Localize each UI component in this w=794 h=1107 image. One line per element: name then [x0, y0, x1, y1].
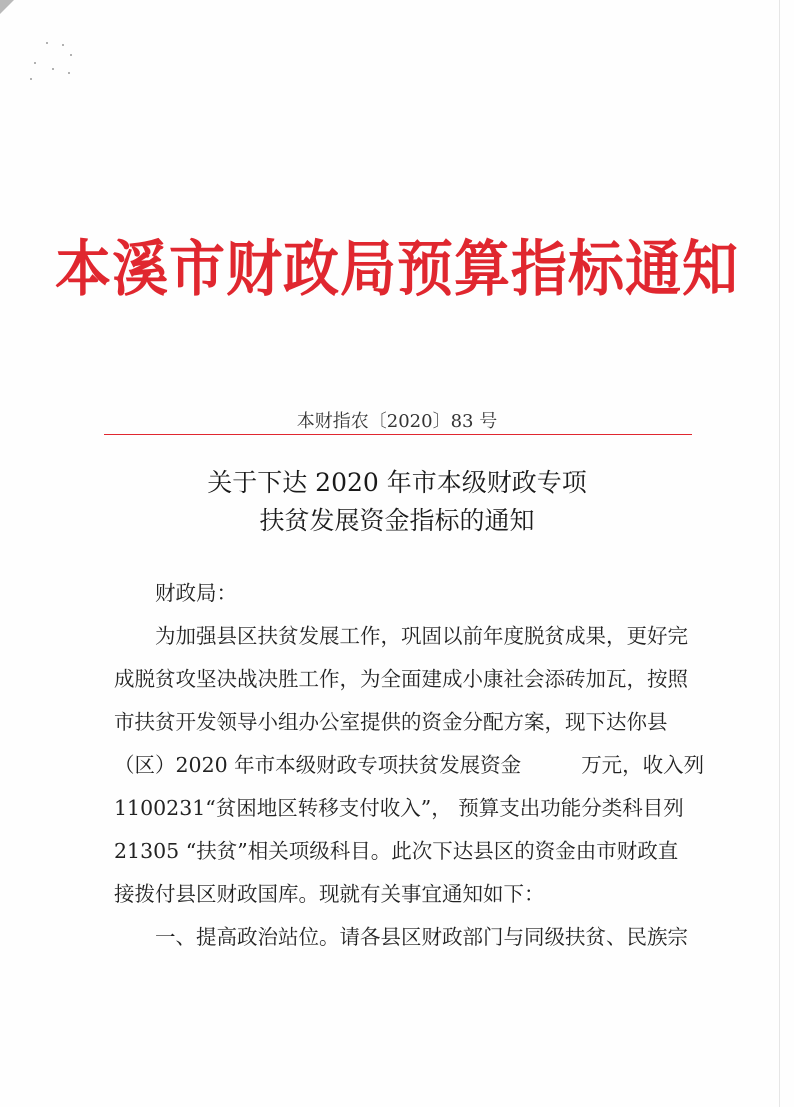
body-line: 1100231“贫困地区转移支付收入”， 预算支出功能分类科目列 — [114, 796, 684, 820]
red-divider — [104, 434, 692, 435]
body-line: 市扶贫开发领导小组办公室提供的资金分配方案，现下达你县 — [114, 710, 668, 734]
body-line: 成脱贫攻坚决战决胜工作，为全面建成小康社会添砖加瓦，按照 — [114, 667, 688, 691]
body-line — [114, 744, 704, 787]
document-number: 本财指农〔2020〕83 号 — [296, 411, 498, 432]
title-line-1: 关于下达 2020 年市本级财政专项 — [207, 468, 587, 497]
document-title — [0, 464, 794, 540]
body-line: 为加强县区扶贫发展工作，巩固以前年度脱贫成果，更好完 — [155, 624, 688, 648]
salutation: 财政局： — [155, 581, 237, 605]
body-line: 接拨付县区财政国库。现就有关事宜通知如下： — [114, 882, 545, 906]
body-line-part: 万元，收入列 — [581, 753, 705, 777]
document-masthead: 本溪市财政局预算指标通知 — [55, 234, 739, 305]
document-body — [114, 572, 704, 959]
body-line: 21305 “扶贫”相关项级科目。此次下达县区的资金由市财政直 — [114, 839, 679, 863]
scan-specks — [28, 38, 88, 88]
body-line-part: （区）2020 年市本级财政专项扶贫发展资金 — [114, 753, 522, 777]
title-line-2: 扶贫发展资金指标的通知 — [259, 506, 535, 535]
page-corner-fold — [0, 0, 14, 14]
page-edge-line — [779, 0, 780, 1107]
body-line: 一、提高政治站位。请各县区财政部门与同级扶贫、民族宗 — [155, 925, 688, 949]
